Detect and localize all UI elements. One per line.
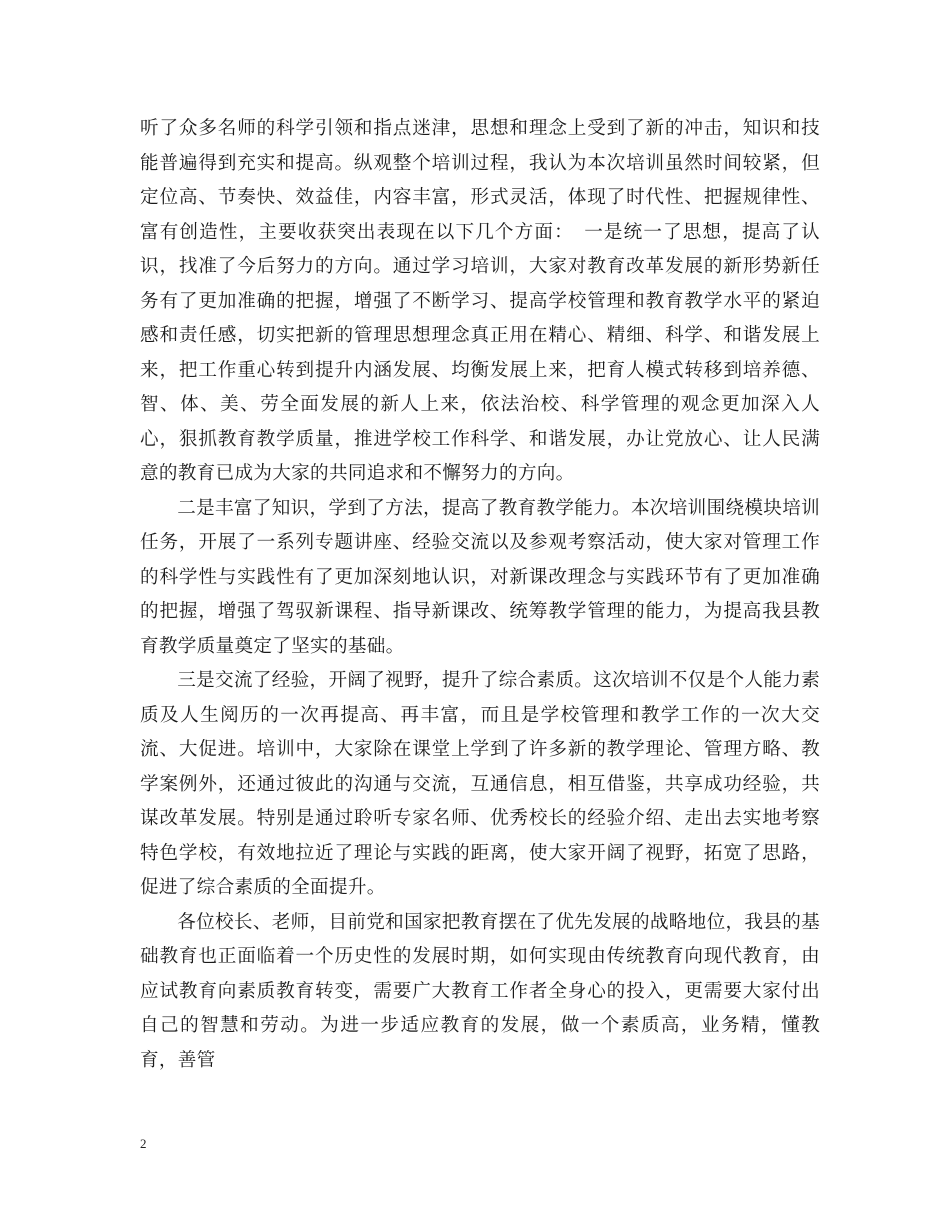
- paragraph-appeal: 各位校长、老师，目前党和国家把教育摆在了优先发展的战略地位，我县的基础教育也正面临着一个历史性的发展时期，如何实现由传统教育向现代教育，由应试教育向素质教育转变，需要广大教育工作者全身心的投入，更需要大家付出自己的智慧和劳动。为进一步适应教育的发展，做一个素质高，业务精，懂教育，善管: [140, 911, 820, 1071]
- paragraph-knowledge: 二是丰富了知识，学到了方法，提高了教育教学能力。本次培训围绕模块培训任务，开展了一系列专题讲座、经验交流以及参观考察活动，使大家对管理工作的科学性与实践性有了更加深刻地认识，对新课改理念与实践环节有了更加准确的把握，增强了驾驭新课程、指导新课改、统筹教学管理的能力，为提高我县教育教学质量奠定了坚实的基础。: [140, 497, 820, 657]
- paragraph-continuation: 听了众多名师的科学引领和指点迷津，思想和理念上受到了新的冲击，知识和技能普遍得到充实和提高。纵观整个培训过程，我认为本次培训虽然时间较紧，但定位高、节奏快、效益佳，内容丰富，形式灵活，体现了时代性、把握规律性、富有创造性，主要收获突出表现在以下几个方面： 一是统一了思想，提高了认识，找准了今后努力的方向。通过学习培训，大家对教育改革发展的新形势新任务有了更加准确的把握，增强了不断学习、提高学校管理和教育教学水平的紧迫感和责任感，切实把新的管理思想理念真正用在精心、精细、科学、和谐发展上来，把工作重心转到提升内涵发展、均衡发展上来，把育人模式转移到培养德、智、体、美、劳全面发展的新人上来，依法治校、科学管理的观念更加深入人心，狠抓教育教学质量，推进学校工作科学、和谐发展，办让党放心、让人民满意的教育已成为大家的共同追求和不懈努力的方向。: [140, 118, 820, 484]
- page-number: 2: [140, 1136, 147, 1151]
- paragraph-experience: 三是交流了经验，开阔了视野，提升了综合素质。这次培训不仅是个人能力素质及人生阅历的一次再提高、再丰富，而且是学校管理和教学工作的一次大交流、大促进。培训中，大家除在课堂上学到了许多新的教学理论、管理方略、教学案例外，还通过彼此的沟通与交流，互通信息，相互借鉴，共享成功经验，共谋改革发展。特别是通过聆听专家名师、优秀校长的经验介绍、走出去实地考察特色学校，有效地拉近了理论与实践的距离，使大家开阔了视野，拓宽了思路，促进了综合素质的全面提升。: [140, 670, 820, 898]
- body-text: [140, 112, 820, 1078]
